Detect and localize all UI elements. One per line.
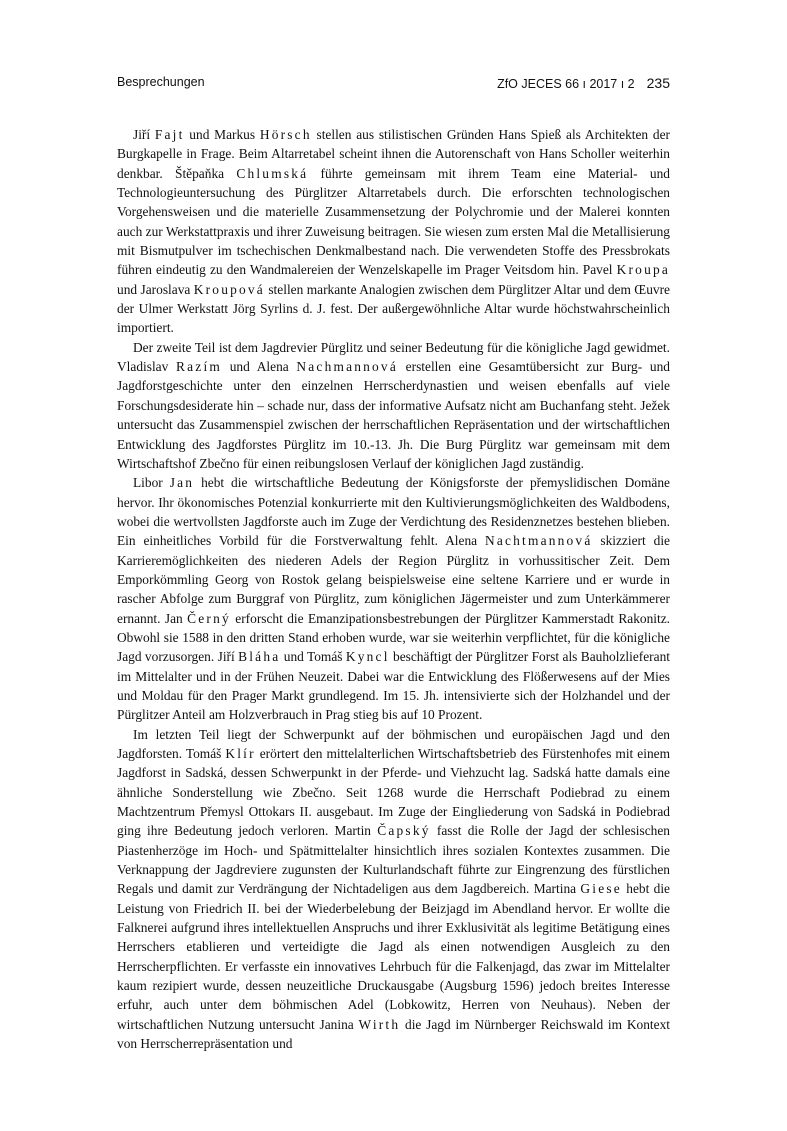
author-name: Giese	[580, 881, 622, 897]
author-name: Nachmannová	[296, 359, 398, 375]
paragraph	[117, 473, 670, 724]
author-name: Razím	[176, 359, 222, 375]
author-name: Chlumská	[236, 165, 309, 181]
paragraph	[117, 725, 670, 1054]
text-run: und Jaroslava	[117, 281, 194, 297]
text-run: Im letzten Teil liegt der Schwerpunkt auf der böhmischen und europäischen Jagd und den Jagdforsten. Tomáš	[117, 726, 670, 761]
author-name: Černý	[187, 610, 231, 626]
text-run: hebt die Leistung von Friedrich II. bei der Wiederbelebung der Beizjagd im Abendland hervor. Er wollte die Falknerei aufgrund ihres intellektuellen Anspruchs und ihrer Exklusivität als legitime Betätigung eines Herrschers etablieren und verteidigte die Jagd als einen notwendigen Ausgleich zu den Herrscherpflichten. Er verfasste ein innovatives Lehrbuch für die Falkenjagd, das zwar im Mittelalter kaum rezipiert wurde, dessen neuzeitliche Druckausgabe (Augsburg 1596) jedoch breites Interesse erfuhr, auch unter dem böhmischen Adel (Lobkowitz, Herren von Neuhaus). Neben der wirtschaftlichen Nutzung untersucht Janina	[117, 881, 670, 1032]
author-name: Kyncl	[345, 649, 390, 665]
text-run: führte gemeinsam mit ihrem Team eine Material- und Technologieuntersuchung des Pürglitzer Altarretabels durch. Die erforschten technologischen Vorgehensweisen und die materielle Zusammensetzung der Polychromie und der Malerei konnten auch zur Werkstattpraxis und ihrer Zuweisung beitragen. Sie wiesen zum ersten Mal die Metallisierung mit Bismutpulver im tschechischen Denkmalbestand nach. Die verwendeten Stoffe des Pressbrokats führen eindeutig zu den Wandmalereien der Wenzelskapelle im Prager Veitsdom hin. Pavel	[117, 165, 670, 278]
author-name: Wirth	[358, 1016, 401, 1032]
text-run: skizziert die Karrieremöglichkeiten des niederen Adels der Region Pürglitz in vorhussitischer Zeit. Dem Emporkömmling Georg von Rostok gelang beispielsweise eine seltene Karriere und er wurde in rascher Abfolge zum Burggraf von Pürglitz, zum königlichen Jägermeister und zum Unterkämmerer ernannt. Jan	[117, 533, 670, 626]
author-name: Kroupová	[193, 281, 265, 297]
section-title: Besprechungen	[117, 75, 205, 89]
author-name: Bláha	[238, 649, 281, 665]
review-text	[117, 125, 670, 1054]
journal-citation: ZfO JECES 66 ı 2017 ı 2	[497, 77, 635, 91]
text-run: stellen aus stilistischen Gründen Hans Spieß als Architekten der Burgkapelle in Frage. Beim Altarretabel scheint ihnen die Autorenschaft von Hans Scholler weiterhin denkbar. Štěpaňka	[117, 127, 670, 181]
text-run: und Tomáš	[280, 649, 346, 665]
text-run: Libor	[133, 475, 170, 491]
text-run: hebt die wirtschaftliche Bedeutung der Königsforste der přemyslidischen Domäne hervor. Ihr ökonomisches Potenzial konkurrierte mit den Kultivierungsmöglichkeiten des Waldbodens, wobei die wertvollsten Jagdforste auch im Zuge der Verdichtung des Residenznetzes bestehen blieben. Ein einheitliches Vorbild für die Forstverwaltung fehlt. Alena	[117, 475, 670, 549]
author-name: Jan	[169, 475, 195, 491]
paragraph	[117, 338, 670, 473]
text-run: erörtert den mittelalterlichen Wirtschaftsbetrieb des Fürstenhofes mit einem Jagdforst in Sadská, dessen Schwerpunkt in der Pferde- und Viehzucht lag. Sadská hatte damals eine ähnliche Sonderstellung wie Zbečno. Seit 1268 wurde die Herrschaft Podiebrad zu einem Machtzentrum Přemysl Ottokars II. ausgebaut. Im Zuge der Eingliederung von Sadská in Podiebrad ging ihre Bedeutung jedoch verloren. Martin	[117, 746, 670, 839]
text-run: stellen markante Analogien zwischen dem Pürglitzer Altar und dem Œuvre der Ulmer Werkstatt Jörg Syrlins d. J. fest. Der außergewöhnliche Altar wurde höchstwahrscheinlich importiert.	[117, 281, 671, 336]
text-run: erforscht die Emanzipationsbestrebungen der Pürglitzer Kammerstadt Rakonitz. Obwohl sie 1588 in den dritten Stand erhoben wurde, war sie weiterhin verpflichtet, für die königliche Jagd vorzusorgen. Jiří	[117, 610, 671, 665]
text-run: Jiří	[133, 127, 155, 142]
author-name: Fajt	[154, 127, 185, 142]
journal-info	[497, 75, 670, 91]
text-run: erstellen eine Gesamtübersicht zur Burg- und Jagdforstgeschichte unter den einzelnen Herrscherdynastien und weisen ebenfalls auf viele Forschungsdesiderate hin – schade nur, dass der informative Aufsatz nicht am Buchanfang steht. Ježek untersucht das Zusammenspiel zwischen der herrschaftlichen Repräsentation und der wirtschaftlichen Entwicklung des Jagdforstes Pürglitz im 10.-13. Jh. Die Burg Pürglitz war gemeinsam mit dem Wirtschaftshof Zbečno für einen reibungslosen Verlauf der königlichen Jagd zuständig.	[117, 359, 670, 471]
page-number: 235	[646, 75, 670, 91]
paragraph	[117, 125, 670, 338]
running-header	[117, 75, 670, 93]
text-run: beschäftigt der Pürglitzer Forst als Bauholzlieferant im Mittelalter und in der Frühen Neuzeit. Dabei war die Entwicklung des Flößerwesens auf der Mies und Moldau für den Prager Markt grundlegend. Im 15. Jh. intensivierte sich der Holzhandel und der Pürglitzer Anteil am Holzverbrauch in Prag stieg bis auf 10 Prozent.	[117, 649, 670, 723]
author-name: Klír	[225, 746, 256, 761]
author-name: Kroupa	[616, 262, 670, 278]
author-name: Čapský	[377, 823, 431, 839]
author-name: Nachtmannová	[485, 533, 593, 549]
text-run: und Alena	[222, 359, 297, 375]
text-run: und Markus	[184, 127, 260, 142]
author-name: Hörsch	[259, 127, 312, 142]
text-run: Der zweite Teil ist dem Jagdrevier Pürglitz und seiner Bedeutung für die königliche Jagd gewidmet. Vladislav	[117, 339, 670, 375]
text-run: die Jagd im Nürnberger Reichswald im Kontext von Herrscherrepräsentation und	[117, 1016, 670, 1052]
text-run: fasst die Rolle der Jagd der schlesischen Piastenherzöge im Hoch- und Spätmittelalter hinsichtlich ihres sozialen Kontextes zusammen. Die Verknappung der Jagdreviere zugunsten der Kulturlandschaft führte zur Eingrenzung des fürstlichen Regals und damit zur Verdrängung der Nichtadeligen aus dem Jagdbereich. Martina	[117, 823, 670, 897]
